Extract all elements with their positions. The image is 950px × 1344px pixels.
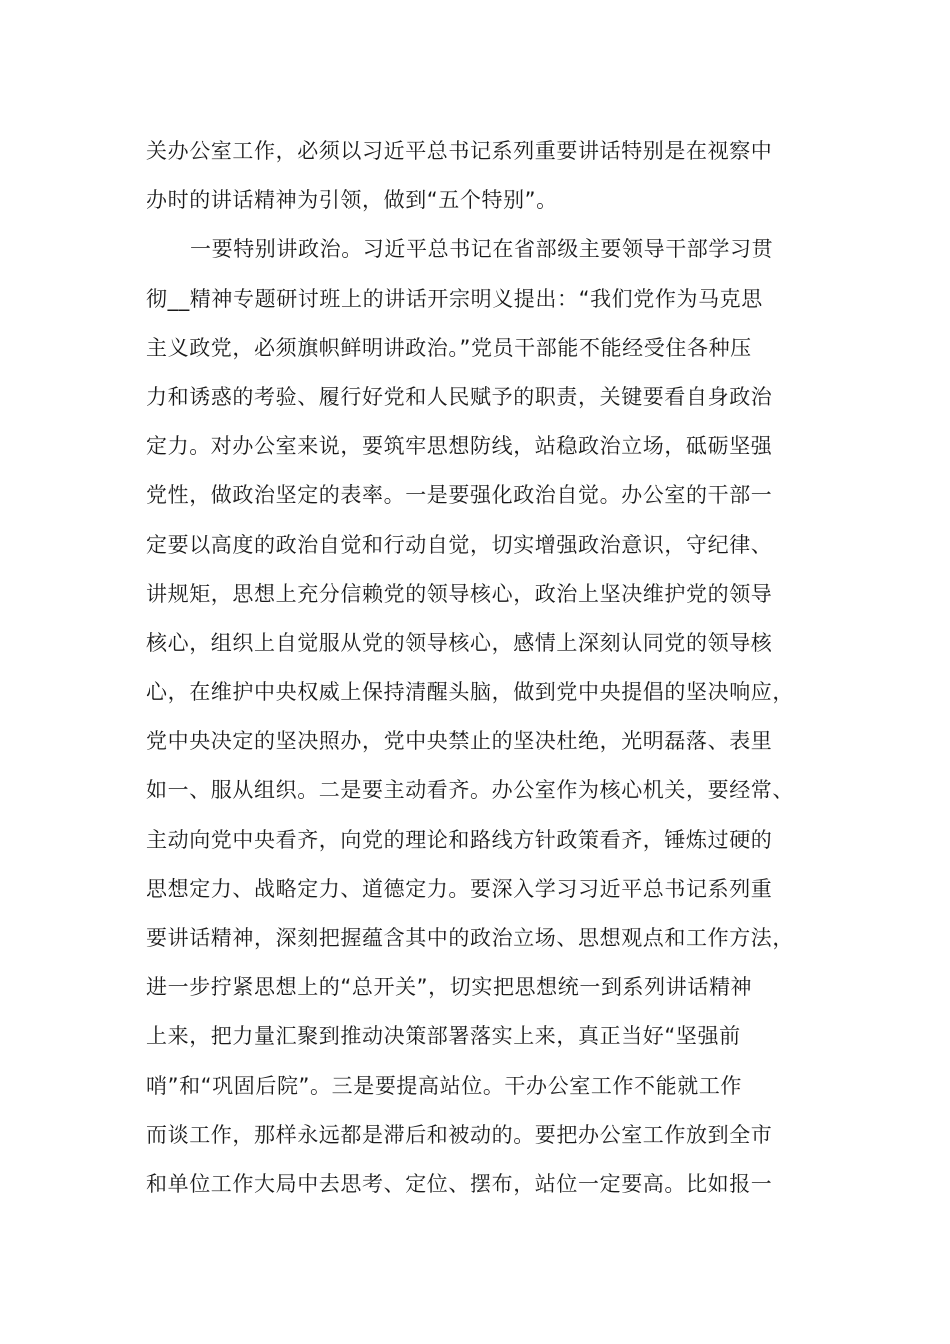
text-line: 党中央决定的坚决照办，党中央禁止的坚决杜绝，光明磊落、表里 (146, 729, 773, 754)
text-line: 主义政党，必须旗帜鲜明讲政治。”党员干部能不能经受住各种压 (146, 335, 752, 360)
text-line: 定力。对办公室来说，要筑牢思想防线，站稳政治立场，砥砺坚强 (146, 434, 773, 459)
text-line: 定要以高度的政治自觉和行动自觉，切实增强政治意识，守纪律、 (146, 532, 773, 557)
text-line: 心，在维护中央权威上保持清醒头脑，做到党中央提倡的坚决响应， (146, 680, 794, 705)
text-line: 思想定力、战略定力、道德定力。要深入学习习近平总书记系列重 (146, 876, 773, 901)
paragraph-first-line: 一要特别讲政治。习近平总书记在省部级主要领导干部学习贯 (190, 237, 774, 262)
text-line: 上来，把力量汇聚到推动决策部署落实上来，真正当好“坚强前 (146, 1024, 741, 1049)
text-line: 核心，组织上自觉服从党的领导核心，感情上深刻认同党的领导核 (146, 630, 773, 655)
text-line: 进一步拧紧思想上的“总开关”，切实把思想统一到系列讲话精神 (146, 975, 753, 1000)
text-line: 而谈工作，那样永远都是滞后和被动的。要把办公室工作放到全市 (146, 1122, 773, 1147)
text-line: 力和诱惑的考验、履行好党和人民赋予的职责，关键要看自身政治 (146, 384, 773, 409)
text-line: 主动向党中央看齐，向党的理论和路线方针政策看齐，锤炼过硬的 (146, 827, 773, 852)
text-line: 彻__精神专题研讨班上的讲话开宗明义提出：“我们党作为马克思 (146, 286, 763, 311)
text-line: 办时的讲话精神为引领，做到“五个特别”。 (146, 188, 558, 213)
text-line: 如一、服从组织。二是要主动看齐。办公室作为核心机关，要经常、 (146, 778, 794, 803)
text-line: 哨”和“巩固后院”。三是要提高站位。干办公室工作不能就工作 (146, 1073, 743, 1098)
body-text (146, 127, 806, 1209)
text-line: 党性，做政治坚定的表率。一是要强化政治自觉。办公室的干部一 (146, 483, 773, 508)
text-line: 要讲话精神，深刻把握蕴含其中的政治立场、思想观点和工作方法， (146, 926, 794, 950)
text-line: 讲规矩，思想上充分信赖党的领导核心，政治上坚决维护党的领导 (146, 581, 773, 606)
text-line: 关办公室工作，必须以习近平总书记系列重要讲话特别是在视察中 (146, 139, 773, 163)
text-line: 和单位工作大局中去思考、定位、摆布，站位一定要高。比如报一 (146, 1171, 773, 1196)
